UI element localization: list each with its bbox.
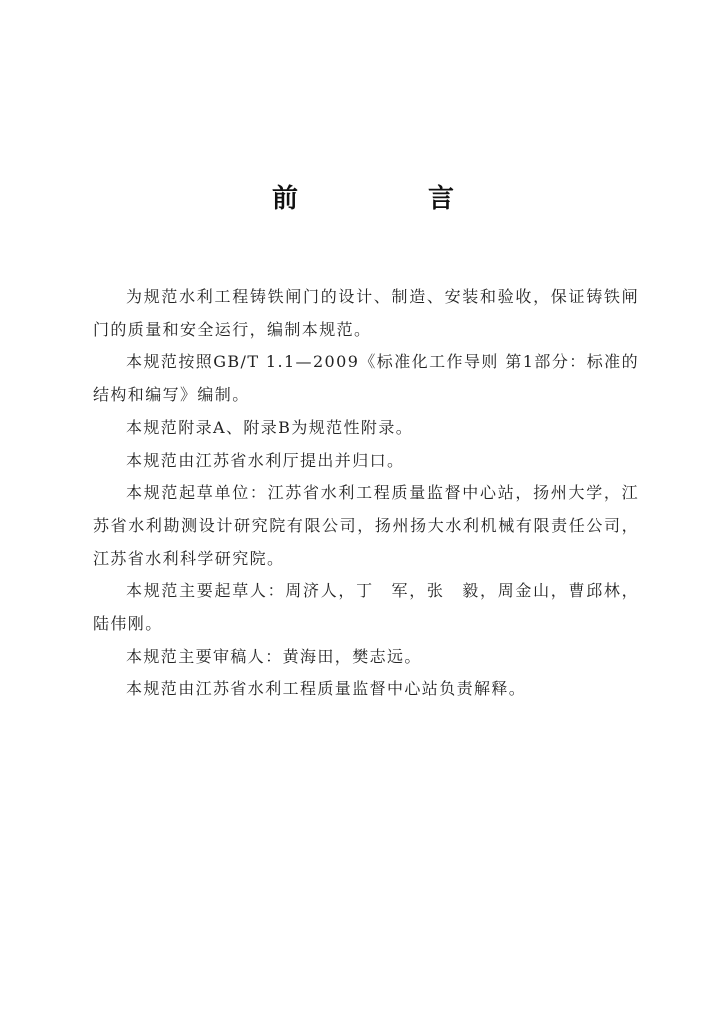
paragraph-interpretation: 本规范由江苏省水利工程质量监督中心站负责解释。 [126,679,527,699]
paragraph-proposer: 本规范由江苏省水利厅提出并归口。 [126,450,405,470]
paragraph-standard-basis: 本规范按照GB/T 1.1—2009《标准化工作导则 第1部分：标准的结构和编写》编制。 [93,352,639,405]
paragraph-appendix: 本规范附录A、附录B为规范性附录。 [126,417,414,437]
preface-body [93,281,639,706]
paragraph-drafters: 本规范主要起草人：周济人，丁 军，张 毅，周金山，曹邱林，陆伟刚。 [93,581,639,634]
paragraph-drafting-units: 本规范起草单位：江苏省水利工程质量监督中心站，扬州大学，江苏省水利勘测设计研究院有限公司，扬州扬大水利机械有限责任公司，江苏省水利科学研究院。 [93,483,639,568]
paragraph-reviewers: 本规范主要审稿人：黄海田，樊志远。 [126,646,422,666]
page-title: 前 言 [271,184,506,214]
paragraph-purpose: 为规范水利工程铸铁闸门的设计、制造、安装和验收，保证铸铁闸门的质量和安全运行，编制本规范。 [93,287,639,339]
